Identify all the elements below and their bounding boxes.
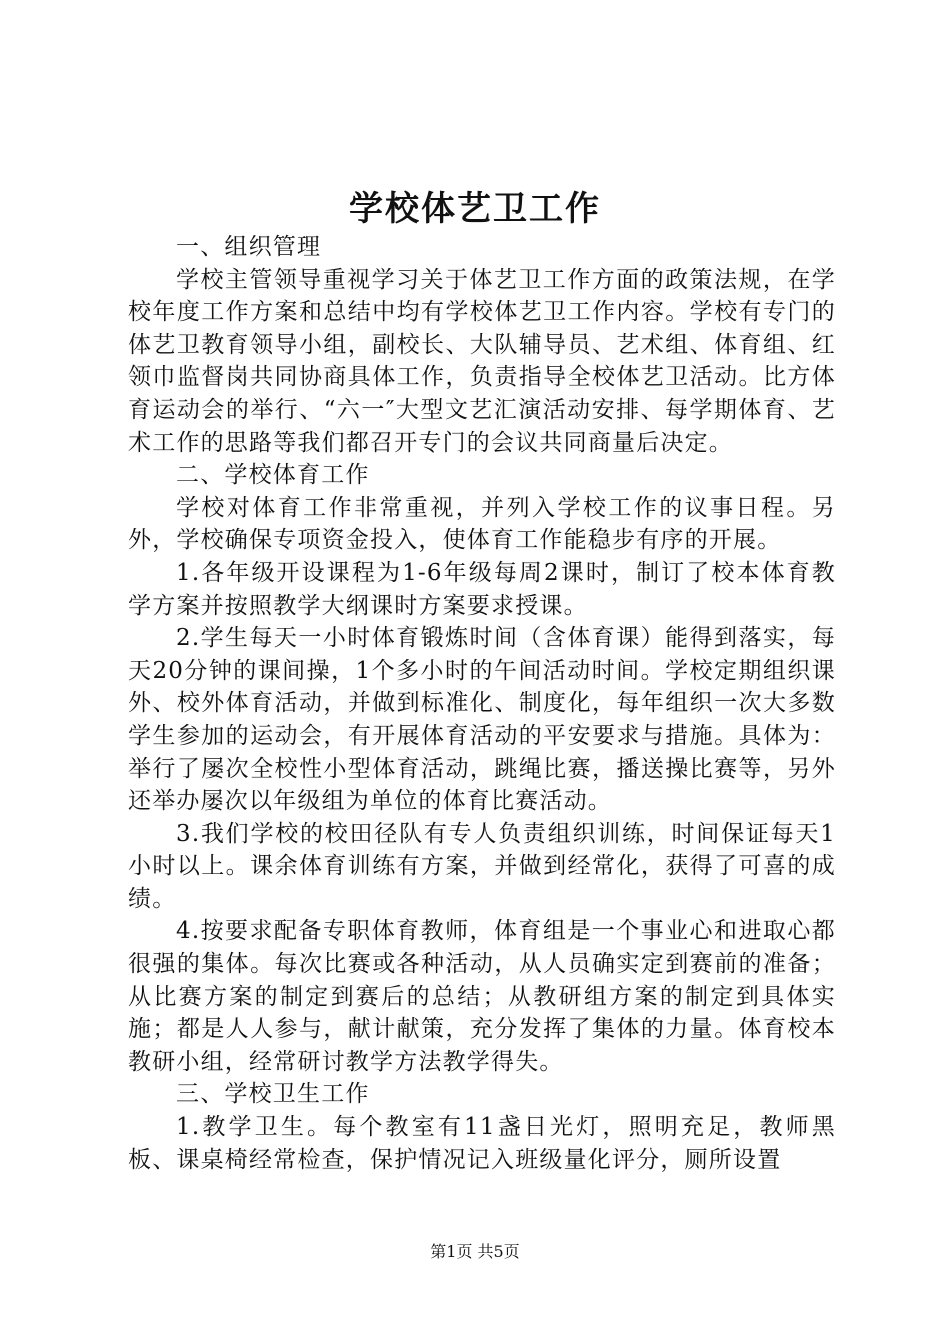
body-paragraph: 1.教学卫生。每个教室有11盏日光灯，照明充足，教师黑板、课桌椅经常检查，保护情况记入班级量化评分，厕所设置 — [128, 1114, 836, 1173]
page-footer: 第1页 共5页 — [430, 1242, 520, 1261]
section-heading: 一、组织管理 — [176, 234, 322, 260]
body-paragraph: 3.我们学校的校田径队有专人负责组织训练，时间保证每天1小时以上。课余体育训练有方案，并做到经常化，获得了可喜的成绩。 — [128, 820, 836, 912]
body-paragraph: 学校主管领导重视学习关于体艺卫工作方面的政策法规，在学校年度工作方案和总结中均有学校体艺卫工作内容。学校有专门的体艺卫教育领导小组，副校长、大队辅导员、艺术组、体育组、红领巾监督岗共同协商具体工作，负责指导全校体艺卫活动。比方体育运动会的举行、“六一″大型文艺汇演活动安排、每学期体育、艺术工作的思路等我们都召开专门的会议共同商量后决定。 — [128, 266, 836, 456]
body-paragraph: 学校对体育工作非常重视，并列入学校工作的议事日程。另外，学校确保专项资金投入，使体育工作能稳步有序的开展。 — [128, 494, 836, 554]
document-body — [128, 231, 836, 1176]
section-heading: 二、学校体育工作 — [176, 462, 370, 489]
body-paragraph: 1.各年级开设课程为1-6年级每周2课时，制订了校本体育教学方案并按照教学大纲课时方案要求授课。 — [128, 559, 836, 619]
body-paragraph: 2.学生每天一小时体育锻炼时间（含体育课）能得到落实，每天20分钟的课间操，1个多小时的午间活动时间。学校定期组织课外、校外体育活动，并做到标准化、制度化，每年组织一次大多数学生参加的运动会，有开展体育活动的平安要求与措施。具体为：举行了屡次全校性小型体育活动，跳绳比赛，播送操比赛等，另外还举办屡次以年级组为单位的体育比赛活动。 — [128, 625, 836, 815]
section-heading: 三、学校卫生工作 — [176, 1081, 370, 1108]
body-paragraph: 4.按要求配备专职体育教师，体育组是一个事业心和进取心都很强的集体。每次比赛或各种活动，从人员确实定到赛前的准备；从比赛方案的制定到赛后的总结；从教研组方案的制定到具体实施；都是人人参与，献计献策，充分发挥了集体的力量。体育校本教研小组，经常研讨教学方法教学得失。 — [128, 918, 836, 1075]
document-title: 学校体艺卫工作 — [349, 189, 601, 229]
